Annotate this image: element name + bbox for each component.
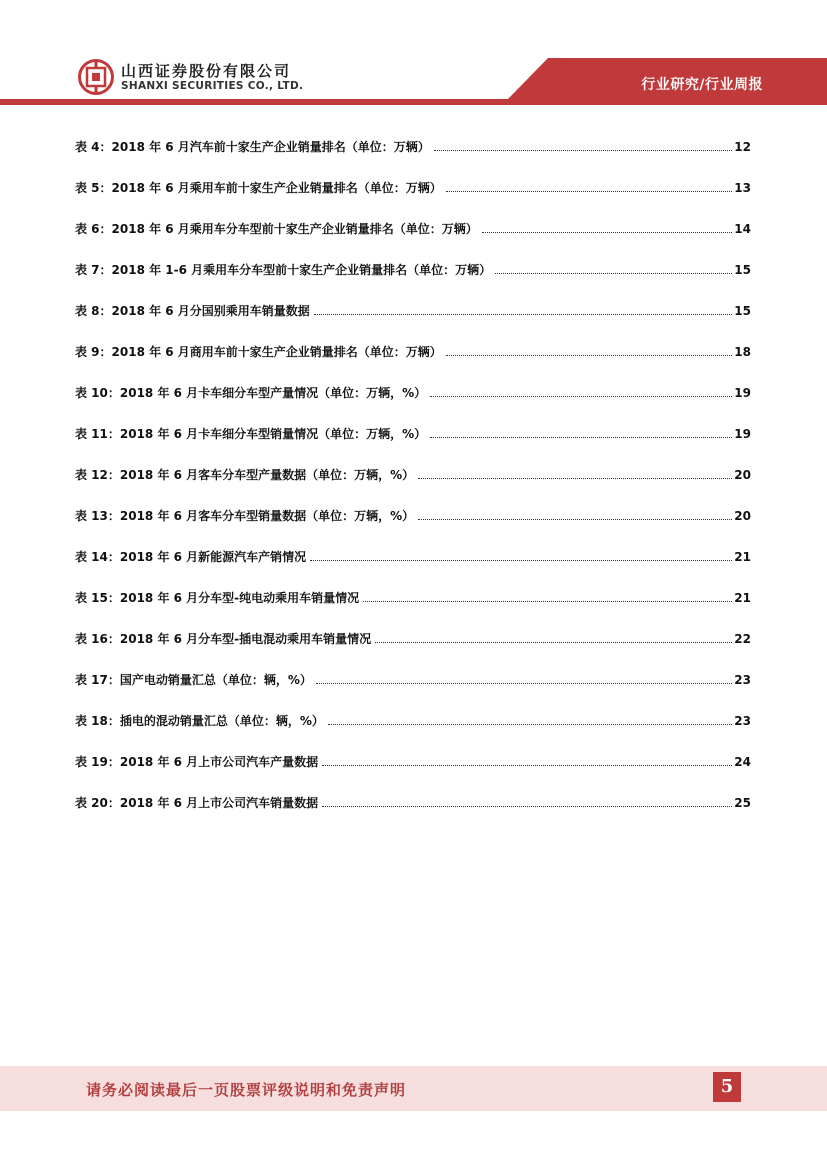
toc-entry-label: 表 13：2018 年 6 月客车分车型销量数据（单位：万辆，%） xyxy=(75,509,415,523)
page-number: 5 xyxy=(713,1072,741,1102)
company-logo-icon xyxy=(78,59,114,95)
page-footer xyxy=(0,1066,827,1111)
toc-leader-dots xyxy=(482,232,732,233)
toc-entry-label: 表 20：2018 年 6 月上市公司汽车销量数据 xyxy=(75,796,319,810)
toc-entry[interactable] xyxy=(75,319,751,360)
toc-leader-dots xyxy=(363,601,732,602)
toc-entry-page: 15 xyxy=(734,263,751,277)
toc-leader-dots xyxy=(310,560,732,561)
toc-entry[interactable] xyxy=(75,770,751,811)
toc-entry-page: 23 xyxy=(734,714,751,728)
toc-entry-label: 表 14：2018 年 6 月新能源汽车产销情况 xyxy=(75,550,307,564)
toc-leader-dots xyxy=(446,191,732,192)
toc-entry-page: 23 xyxy=(734,673,751,687)
toc-entry-page: 15 xyxy=(734,304,751,318)
toc-entry[interactable] xyxy=(75,401,751,442)
toc-leader-dots xyxy=(430,396,732,397)
toc-leader-dots xyxy=(434,150,732,151)
toc-entry[interactable] xyxy=(75,688,751,729)
toc-entry-label: 表 6：2018 年 6 月乘用车分车型前十家生产企业销量排名（单位：万辆） xyxy=(75,222,478,236)
page-header xyxy=(0,0,827,105)
toc-entry-label: 表 9：2018 年 6 月商用车前十家生产企业销量排名（单位：万辆） xyxy=(75,345,442,359)
toc-entry[interactable] xyxy=(75,155,751,196)
toc-entry[interactable] xyxy=(75,237,751,278)
toc-entry-page: 24 xyxy=(734,755,751,769)
toc-entry-page: 13 xyxy=(734,181,751,195)
toc-entry-label: 表 4：2018 年 6 月汽车前十家生产企业销量排名（单位：万辆） xyxy=(75,140,430,154)
toc-entry-page: 21 xyxy=(734,591,751,605)
toc-entry[interactable] xyxy=(75,565,751,606)
toc-entry[interactable] xyxy=(75,360,751,401)
toc-entry[interactable] xyxy=(75,524,751,565)
toc-entry[interactable] xyxy=(75,606,751,647)
toc-entry-page: 12 xyxy=(734,140,751,154)
toc-leader-dots xyxy=(328,724,732,725)
toc-entry-page: 21 xyxy=(734,550,751,564)
toc-entry[interactable] xyxy=(75,729,751,770)
toc-leader-dots xyxy=(418,519,732,520)
report-type-label: 行业研究/行业周报 xyxy=(641,77,763,93)
toc-entry[interactable] xyxy=(75,442,751,483)
toc-entry[interactable] xyxy=(75,196,751,237)
company-name-cn: 山西证券股份有限公司 xyxy=(121,62,292,80)
toc-entry[interactable] xyxy=(75,278,751,319)
toc-leader-dots xyxy=(375,642,732,643)
toc-leader-dots xyxy=(495,273,732,274)
toc-leader-dots xyxy=(316,683,732,684)
toc-entry-page: 14 xyxy=(734,222,751,236)
toc-leader-dots xyxy=(446,355,732,356)
toc-leader-dots xyxy=(430,437,732,438)
toc-entry-page: 20 xyxy=(734,509,751,523)
company-name-en: SHANXI SECURITIES CO., LTD. xyxy=(121,80,304,92)
toc-entry-page: 25 xyxy=(734,796,751,810)
toc-entry-page: 19 xyxy=(734,386,751,400)
table-of-figures xyxy=(75,114,751,811)
toc-leader-dots xyxy=(322,765,732,766)
toc-entry-label: 表 17：国产电动销量汇总（单位：辆，%） xyxy=(75,673,312,687)
toc-entry-page: 22 xyxy=(734,632,751,646)
toc-entry-page: 18 xyxy=(734,345,751,359)
toc-entry[interactable] xyxy=(75,647,751,688)
toc-entry-page: 20 xyxy=(734,468,751,482)
toc-entry[interactable] xyxy=(75,483,751,524)
toc-entry-label: 表 11：2018 年 6 月卡车细分车型销量情况（单位：万辆，%） xyxy=(75,427,427,441)
toc-leader-dots xyxy=(418,478,732,479)
toc-entry-label: 表 7：2018 年 1-6 月乘用车分车型前十家生产企业销量排名（单位：万辆） xyxy=(75,263,492,277)
toc-leader-dots xyxy=(322,806,732,807)
toc-entry-label: 表 10：2018 年 6 月卡车细分车型产量情况（单位：万辆，%） xyxy=(75,386,427,400)
toc-entry-label: 表 15：2018 年 6 月分车型-纯电动乘用车销量情况 xyxy=(75,591,360,605)
toc-entry-label: 表 18：插电的混动销量汇总（单位：辆，%） xyxy=(75,714,324,728)
toc-entry-page: 19 xyxy=(734,427,751,441)
toc-entry-label: 表 8：2018 年 6 月分国别乘用车销量数据 xyxy=(75,304,310,318)
toc-entry-label: 表 16：2018 年 6 月分车型-插电混动乘用车销量情况 xyxy=(75,632,372,646)
toc-entry-label: 表 19：2018 年 6 月上市公司汽车产量数据 xyxy=(75,755,319,769)
toc-entry-label: 表 12：2018 年 6 月客车分车型产量数据（单位：万辆，%） xyxy=(75,468,415,482)
toc-leader-dots xyxy=(314,314,732,315)
toc-entry-label: 表 5：2018 年 6 月乘用车前十家生产企业销量排名（单位：万辆） xyxy=(75,181,442,195)
disclaimer-text: 请务必阅读最后一页股票评级说明和免责声明 xyxy=(86,1081,407,1099)
toc-entry[interactable] xyxy=(75,114,751,155)
